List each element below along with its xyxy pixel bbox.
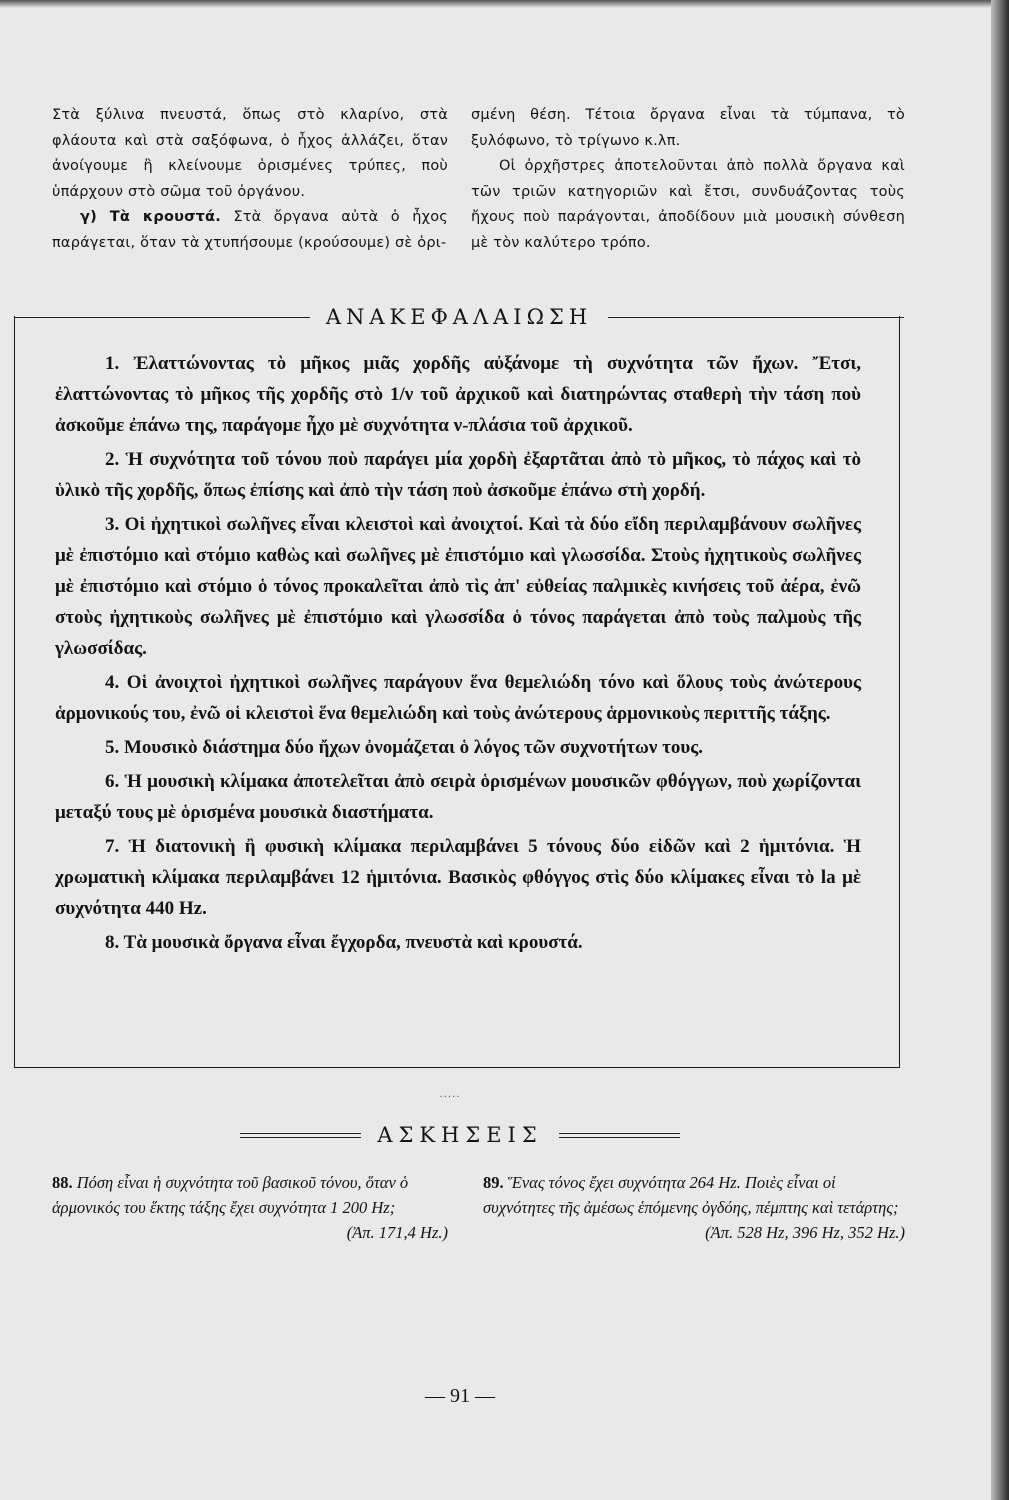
exercise-question — [483, 1170, 905, 1220]
summary-title: ΑΝΑΚΕΦΑΛΑΙΩΣΗ — [325, 305, 593, 329]
double-rule-right — [559, 1133, 680, 1138]
orchestra-paragraph: Οἱ ὀρχῆστρες ἀποτελοῦνται ἀπὸ πολλὰ ὄργανα καὶ τῶν τριῶν κατηγοριῶν καὶ ἔτσι, συνδυάζοντας τοὺς ἤχους ποὺ παράγονται, ἀποδίδουν μιὰ μουσικὴ σύνθεση μὲ τὸν καλύτερο τρόπο. — [471, 158, 905, 251]
percussion-text: Στὰ ὄργανα αὐτὰ ὁ ἦχος παράγεται, ὅταν τὰ χτυπήσουμε (κρούσουμε) σὲ ὁρι- — [52, 209, 448, 251]
scan-top-shadow — [0, 0, 1009, 8]
exercise-answer: (Ἀπ. 528 Hz, 396 Hz, 352 Hz.) — [705, 1223, 905, 1242]
summary-list — [55, 348, 861, 961]
percussion-label: γ) Τὰ κρουστά. — [80, 209, 221, 225]
page-number: — 91 — — [425, 1385, 495, 1407]
summary-item: 3. Οἱ ἠχητικοὶ σωλῆνες εἶναι κλειστοὶ καὶ ἀνοιχτοί. Καὶ τὰ δύο εἴδη περιλαμβάνουν σωλῆνες μὲ ἐπιστόμιο καὶ στόμιο καθὼς καὶ σωλῆνες μὲ ἐπιστόμιο καὶ γλωσσίδα. Στοὺς ἠχητικοὺς σωλῆνες μὲ ἐπιστόμιο καὶ στόμιο ὁ τόνος προκαλεῖται ἀπὸ τὶς ἀπ' εὐθείας παλμικὲς κινήσεις τοῦ ἀέρα, ἐνῶ στοὺς ἠχητικοὺς σωλῆνες μὲ ἐπιστόμιο καὶ γλωσσίδα ὁ τόνος παράγεται ἀπὸ τοὺς παλμοὺς τῆς γλωσσίδας. — [55, 514, 861, 659]
summary-item: 4. Οἱ ἀνοιχτοὶ ἠχητικοὶ σωλῆνες παράγουν ἕνα θεμελιώδη τόνο καὶ ὅλους τοὺς ἀνώτερους ἁρμονικούς του, ἐνῶ οἱ κλειστοὶ ἕνα θεμελιώδη καὶ τοὺς ἀνώτερους ἁρμονικοὺς περιττῆς τάξης. — [55, 672, 861, 724]
exercise-89 — [483, 1170, 905, 1245]
exercise-number: 88. — [52, 1173, 73, 1192]
exercise-text: Ἕνας τόνος ἔχει συχνότητα 264 Hz. Ποιὲς εἶναι οἱ συχνότητες τῆς ἀμέσως ἑπόμενης ὀγδόης, πέμπτης καὶ τετάρτης; — [483, 1173, 899, 1217]
ornament-dots: ····· — [439, 1092, 461, 1103]
exercises-heading — [240, 1121, 680, 1149]
summary-item: 7. Ἡ διατονικὴ ἢ φυσικὴ κλίμακα περιλαμβάνει 5 τόνους δύο εἰδῶν καὶ 2 ἡμιτόνια. Ἡ χρωματικὴ κλίμακα περιλαμβάνει 12 ἡμιτόνια. Βασικὸς φθόγγος στὶς δύο κλίμακες εἶναι τὸ la μὲ συχνότητα 440 Hz. — [55, 836, 861, 919]
exercise-text: Πόση εἶναι ἡ συχνότητα τοῦ βασικοῦ τόνου, ὅταν ὁ ἁρμονικός του ἕκτης τάξης ἔχει συχνότητα 1 200 Hz; — [52, 1173, 409, 1217]
percussion-paragraph — [52, 205, 448, 256]
percussion-continued: σμένη θέση. Τέτοια ὄργανα εἶναι τὰ τύμπανα, τὸ ξυλόφωνο, τὸ τρίγωνο κ.λπ. — [471, 107, 905, 149]
summary-item: 6. Ἡ μουσικὴ κλίμακα ἀποτελεῖται ἀπὸ σειρὰ ὁρισμένων μουσικῶν φθόγγων, ποὺ χωρίζονται μεταξύ τους μὲ ὁρισμένα μουσικὰ διαστήματα. — [55, 771, 861, 823]
woodwind-paragraph: Στὰ ξύλινα πνευστά, ὅπως στὸ κλαρίνο, στὰ φλάουτα καὶ στὰ σαξόφωνα, ὁ ἦχος ἀλλάζει, ὅταν ἀνοίγουμε ἢ κλείνουμε ὁρισμένες τρύπες, ποὺ ὑπάρχουν στὸ σῶμα τοῦ ὀργάνου. — [52, 107, 448, 200]
summary-item: 1. Ἐλαττώνοντας τὸ μῆκος μιᾶς χορδῆς αὐξάνομε τὴ συχνότητα τῶν ἤχων. Ἔτσι, ἐλαττώνοντας τὸ μῆκος τῆς χορδῆς στὸ 1/ν τοῦ ἀρχικοῦ καὶ διατηρώντας σταθερὴ τὴν τάση ποὺ ἀσκοῦμε ἐπάνω της, παράγομε ἦχο μὲ συχνότητα ν-πλάσια τοῦ ἀρχικοῦ. — [55, 353, 861, 436]
exercise-answer: (Ἀπ. 171,4 Hz.) — [346, 1223, 448, 1242]
summary-item: 8. Τὰ μουσικὰ ὄργανα εἶναι ἔγχορδα, πνευστὰ καὶ κρουστά. — [105, 932, 583, 953]
exercise-88 — [52, 1170, 448, 1245]
exercise-number: 89. — [483, 1173, 504, 1192]
double-rule-left — [240, 1133, 361, 1138]
exercise-question — [52, 1170, 448, 1220]
summary-item: 2. Ἡ συχνότητα τοῦ τόνου ποὺ παράγει μία χορδὴ ἐξαρτᾶται ἀπὸ τὸ μῆκος, τὸ πάχος καὶ τὸ ὑλικὸ τῆς χορδῆς, ὅπως ἐπίσης καὶ ἀπὸ τὴν τάση ποὺ ἀσκοῦμε ἐπάνω στὴ χορδή. — [55, 449, 861, 501]
summary-item: 5. Μουσικὸ διάστημα δύο ἤχων ὀνομάζεται ὁ λόγος τῶν συχνοτήτων τους. — [105, 737, 704, 758]
exercises-title: ΑΣΚΗΣΕΙΣ — [377, 1123, 543, 1147]
scan-right-edge — [991, 0, 1009, 1500]
intro-left-column — [52, 103, 448, 256]
intro-right-column — [471, 103, 905, 256]
